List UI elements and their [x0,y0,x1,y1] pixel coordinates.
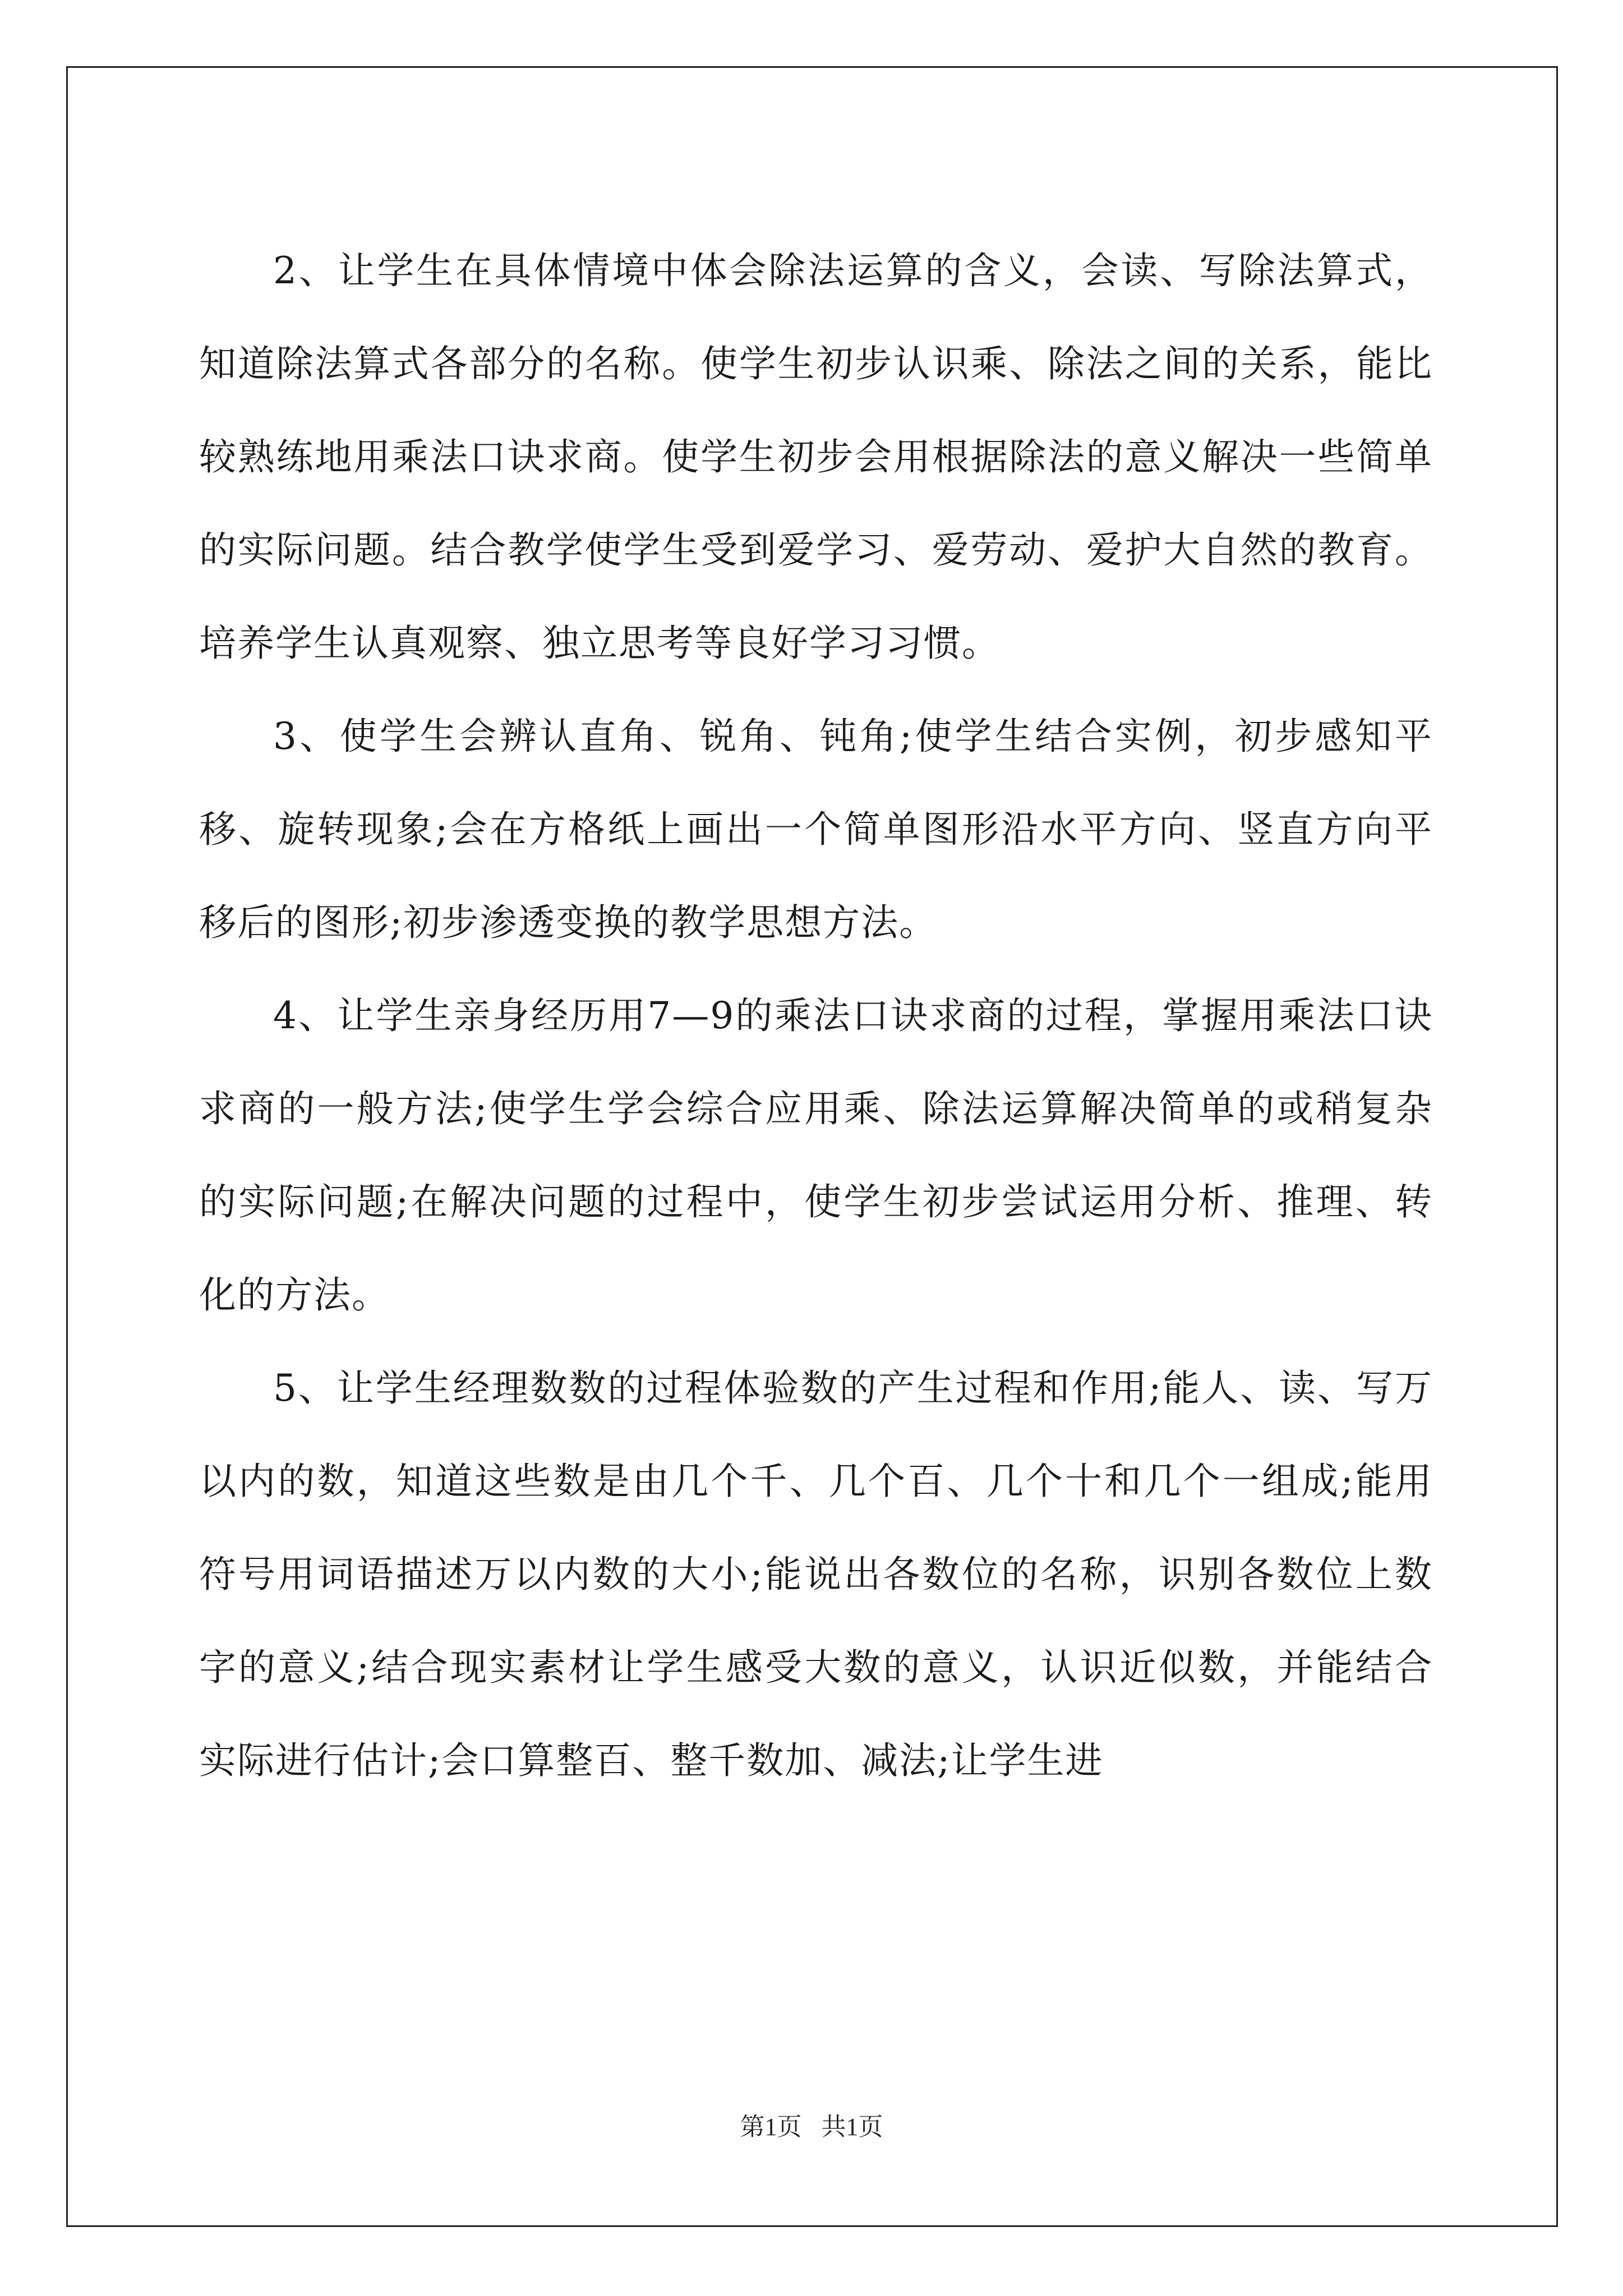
paragraph-3: 3、使学生会辨认直角、锐角、钝角;使学生结合实例，初步感知平移、旋转现象;会在方格纸上画出一个简单图形沿水平方向、竖直方向平移后的图形;初步渗透变换的教学思想方法。 [199,715,1433,944]
paragraph-2: 2、让学生在具体情境中体会除法运算的含义，会读、写除法算式，知道除法算式各部分的名称。使学生初步认识乘、除法之间的关系，能比较熟练地用乘法口诀求商。使学生初步会用根据除法的意义解决一些简单的实际问题。结合教学使学生受到爱学习、爱劳动、爱护大自然的教育。培养学生认真观察、独立思考等良好学习习惯。 [199,249,1433,665]
page-footer [0,2106,1623,2142]
paragraph-5: 5、让学生经理数数的过程体验数的产生过程和作用;能人、读、写万以内的数，知道这些数是由几个千、几个百、几个十和几个一组成;能用符号用词语描述万以内数的大小;能说出各数位的名称，识别各数位上数字的意义;结合现实素材让学生感受大数的意义，认识近似数，并能结合实际进行估计;会口算整百、整千数加、减法;让学生进 [199,1366,1433,1782]
document-body [199,224,1433,1807]
paragraph-4: 4、让学生亲身经历用7—9的乘法口诀求商的过程，掌握用乘法口诀求商的一般方法;使学生学会综合应用乘、除法运算解决简单的或稍复杂的实际问题;在解决问题的过程中，使学生初步尝试运用分析、推理、转化的方法。 [199,994,1433,1317]
page-number: 第1页 [740,2113,802,2141]
page-total: 共1页 [821,2113,883,2141]
